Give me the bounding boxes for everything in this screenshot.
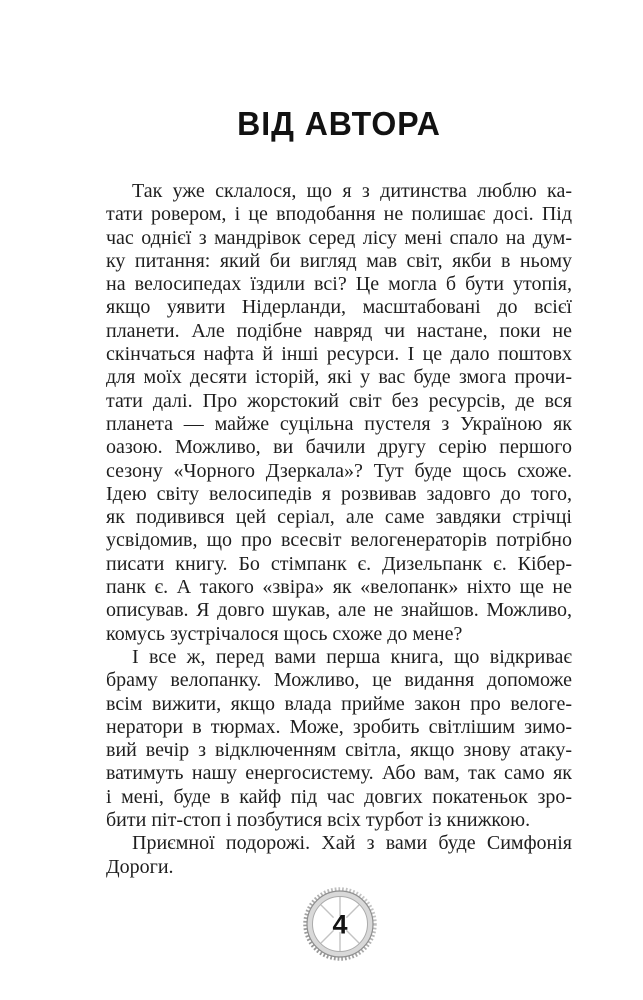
text-line: скінчаться нафта й інші ресурси. І це дало поштовх bbox=[106, 343, 572, 366]
body-text bbox=[106, 180, 572, 879]
text-line: на велосипедах їздили всі? Це могла б бути утопія, bbox=[106, 273, 572, 296]
page-footer bbox=[295, 879, 385, 969]
text-line: планета — майже суцільна пустеля з Україною як bbox=[106, 412, 572, 435]
text-line: тати ровером, і це вподобання не полишає досі. Під bbox=[106, 203, 572, 226]
text-line: для моїх десяти історій, які у вас буде змога прочи- bbox=[106, 366, 572, 389]
text-line: планети. Але подібне навряд чи настане, поки не bbox=[106, 319, 572, 342]
text-line: сезону «Чорного Дзеркала»? Тут буде щось схоже. bbox=[106, 459, 572, 482]
text-line: Приємної подорожі. Хай з вами буде Симфонія bbox=[132, 832, 572, 855]
text-line: браму велопанку. Можливо, це видання допоможе bbox=[106, 669, 572, 692]
gear-ornament-icon bbox=[295, 879, 385, 969]
text-line: якщо уявити Нідерланди, масштабовані до всієї bbox=[106, 296, 572, 319]
text-line: всім вижити, якщо влада прийме закон про велоге- bbox=[106, 692, 572, 715]
text-line: писати книгу. Бо стімпанк є. Дизельпанк є. Кібер- bbox=[106, 552, 572, 575]
text-line: ку питання: який би вигляд мав світ, якби в ньому bbox=[106, 249, 572, 272]
text-line: оазою. Можливо, ви бачили другу серію першого bbox=[106, 436, 572, 459]
text-line: і мені, буде в кайф під час довгих покатеньок зро- bbox=[106, 785, 572, 808]
text-line: ватимуть нашу енергосистему. Або вам, так само як bbox=[106, 762, 572, 785]
text-line: панк є. А такого «звіра» як «велопанк» ніхто ще не bbox=[106, 576, 572, 599]
text-line: комусь зустрічалося щось схоже до мене? bbox=[106, 622, 463, 645]
text-line: як подивився цей серіал, але саме завдяки стрічці bbox=[106, 506, 572, 529]
page-number: 4 bbox=[332, 909, 348, 940]
chapter-title: ВІД АВТОРА bbox=[237, 105, 441, 142]
text-line: бити піт-стоп і позбутися всіх турбот із книжкою. bbox=[106, 809, 531, 832]
text-line: Дороги. bbox=[106, 855, 174, 878]
text-line: тати далі. Про жорстокий світ без ресурсів, де вся bbox=[106, 389, 572, 412]
text-line: час однієї з мандрівок серед лісу мені спало на дум- bbox=[106, 226, 572, 249]
text-line: описував. Я довго шукав, але не знайшов. Можливо, bbox=[106, 599, 572, 622]
text-line: нератори в тюрмах. Може, зробить світлішим зимо- bbox=[106, 715, 572, 738]
text-line: Так уже склалося, що я з дитинства люблю ка- bbox=[132, 180, 572, 202]
text-line: Ідею світу велосипедів я розвивав задовго до того, bbox=[106, 482, 572, 505]
text-line: усвідомив, що про всесвіт велогенераторів потрібно bbox=[106, 529, 572, 552]
text-line: вий вечір з відключенням світла, якщо знову атаку- bbox=[106, 739, 572, 762]
text-line: І все ж, перед вами перша книга, що відкриває bbox=[132, 645, 572, 668]
